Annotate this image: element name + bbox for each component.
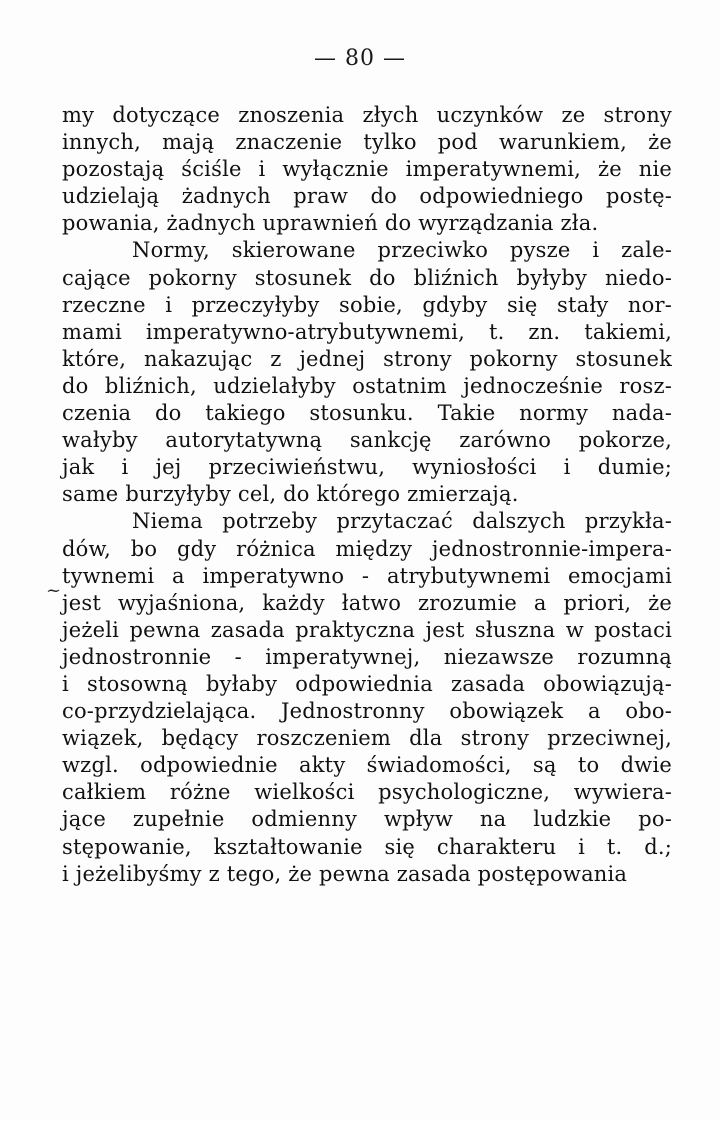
- text-line: pozostają ściśle i wyłącznie imperatywnemi, że nie: [62, 157, 672, 182]
- paragraph: [62, 102, 672, 237]
- text-line: innych, mają znaczenie tylko pod warunkiem, że: [62, 130, 672, 155]
- text-line: Niema potrzeby przytaczać dalszych przykła-: [132, 509, 672, 534]
- text-line: jak i jej przeciwieństwu, wyniosłości i dumie;: [62, 455, 672, 480]
- text-line: dów, bo gdy różnica między jednostronnie-impera-: [62, 536, 672, 561]
- text-line: czenia do takiego stosunku. Takie normy nada-: [62, 401, 672, 426]
- text-line: i stosowną byłaby odpowiednia zasada obowiązują-: [62, 671, 672, 696]
- text-line: całkiem różne wielkości psychologiczne, wywiera-: [62, 780, 672, 805]
- text-line: Normy, skierowane przeciwko pysze i zale-: [132, 238, 672, 263]
- margin-pencil-mark: ~: [46, 580, 62, 601]
- text-line: jest wyjaśniona, każdy łatwo zrozumie a priori, że: [62, 590, 672, 615]
- text-line: cające pokorny stosunek do bliźnich byłyby niedo-: [62, 265, 672, 290]
- text-line: co-przydzielająca. Jednostronny obowiązek a obo-: [62, 699, 672, 724]
- paragraph: [62, 508, 672, 887]
- page-number: — 80 —: [314, 46, 406, 71]
- text-line: my dotyczące znoszenia złych uczynków ze strony: [62, 103, 672, 127]
- text-line: które, nakazując z jednej strony pokorny stosunek: [62, 346, 672, 371]
- text-line: powania, żadnych uprawnień do wyrządzania zła.: [62, 211, 599, 236]
- body-text: [62, 102, 672, 888]
- text-line: same burzyłyby cel, do którego zmierzają.: [62, 482, 519, 507]
- text-line: do bliźnich, udzielałyby ostatnim jednocześnie rosz-: [62, 373, 672, 398]
- text-line: wiązek, będący roszczeniem dla strony przeciwnej,: [62, 726, 672, 751]
- text-line: wałyby autorytatywną sankcję zarówno pokorze,: [62, 428, 672, 453]
- text-line: mami imperatywno-atrybutywnemi, t. zn. takiemi,: [62, 319, 672, 344]
- text-line: jednostronnie - imperatywnej, niezawsze rozumną: [62, 644, 672, 669]
- text-line: jące zupełnie odmienny wpływ na ludzkie po-: [62, 807, 672, 832]
- text-line: wzgl. odpowiednie akty świadomości, są to dwie: [62, 753, 672, 778]
- paragraph: [62, 237, 672, 508]
- text-line: jeżeli pewna zasada praktyczna jest słuszna w postaci: [62, 617, 672, 642]
- text-line: stępowanie, kształtowanie się charakteru i t. d.;: [62, 834, 672, 859]
- text-line: rzeczne i przeczyłyby sobie, gdyby się stały nor-: [62, 292, 672, 317]
- text-line: i jeżelibyśmy z tego, że pewna zasada postępowania: [62, 861, 628, 886]
- text-line: tywnemi a imperatywno - atrybutywnemi emocjami: [62, 563, 672, 588]
- text-line: udzielają żadnych praw do odpowiedniego postę-: [62, 184, 672, 209]
